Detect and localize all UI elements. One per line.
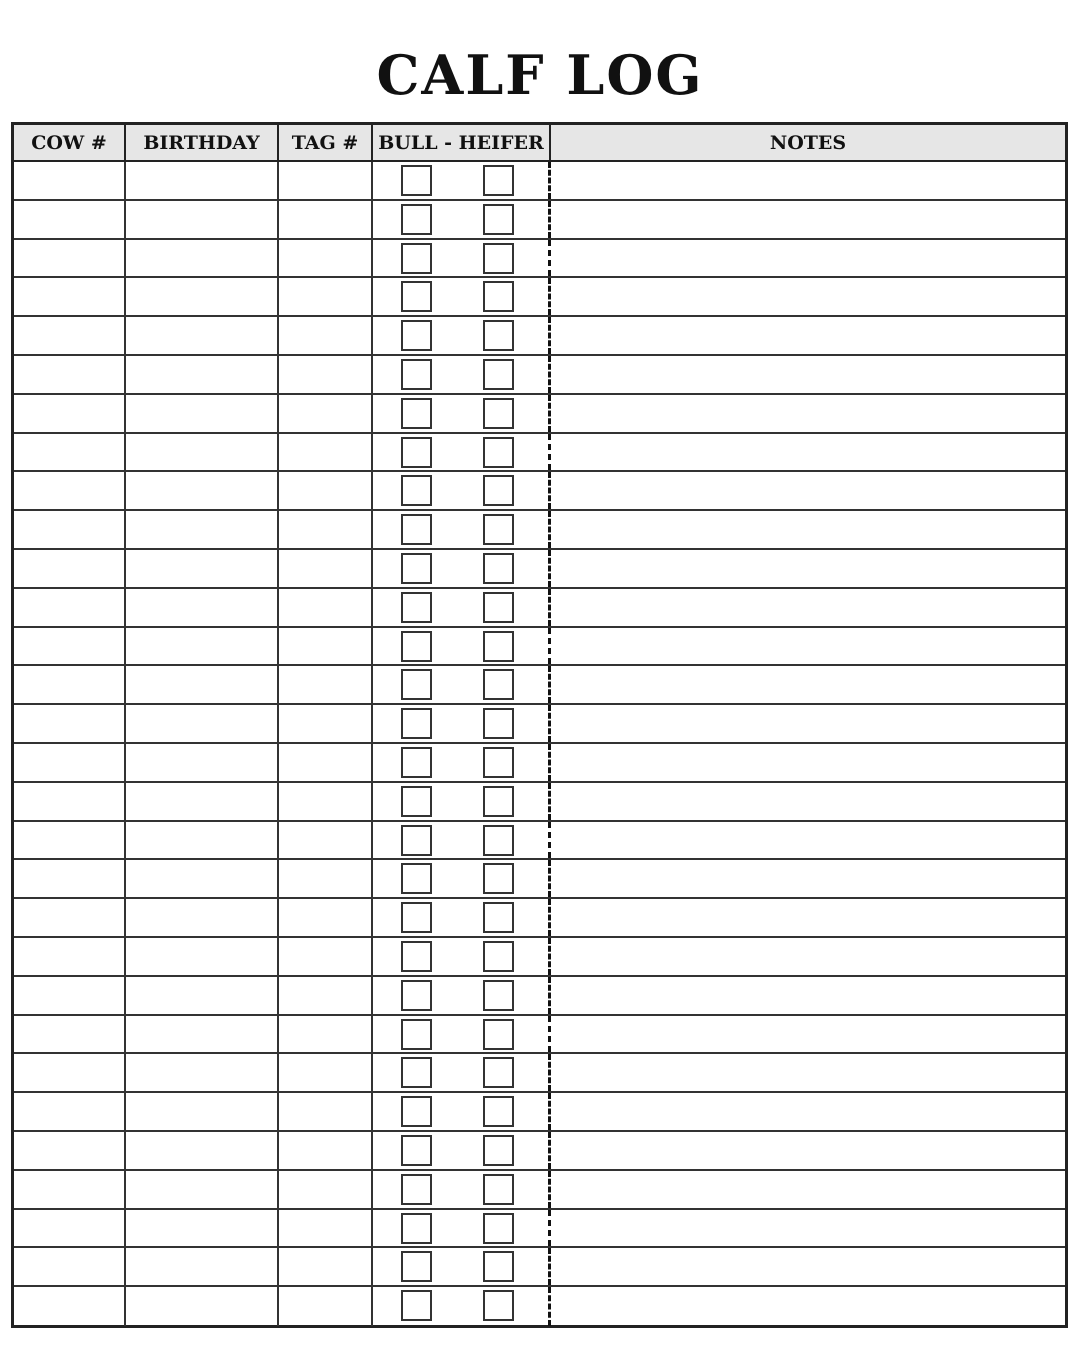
bull-checkbox[interactable] bbox=[401, 708, 432, 739]
bull-checkbox[interactable] bbox=[401, 437, 432, 468]
table-row bbox=[14, 550, 1065, 589]
cow-number-cell[interactable] bbox=[14, 1287, 126, 1326]
tag-number-cell[interactable] bbox=[279, 1210, 373, 1247]
tag-number-cell[interactable] bbox=[279, 783, 373, 820]
cow-number-cell[interactable] bbox=[14, 356, 126, 393]
notes-cell[interactable] bbox=[551, 705, 1065, 742]
table-row bbox=[14, 744, 1065, 783]
notes-cell[interactable] bbox=[551, 434, 1065, 471]
heifer-checkbox[interactable] bbox=[483, 708, 514, 739]
bull-heifer-cell[interactable] bbox=[373, 162, 551, 199]
cow-number-cell[interactable] bbox=[14, 705, 126, 742]
table-row bbox=[14, 1093, 1065, 1132]
bull-heifer-cell[interactable] bbox=[373, 1054, 551, 1091]
bull-checkbox[interactable] bbox=[401, 359, 432, 390]
bull-checkbox[interactable] bbox=[401, 1135, 432, 1166]
tag-number-cell[interactable] bbox=[279, 201, 373, 238]
birthday-cell[interactable] bbox=[126, 550, 279, 587]
bull-heifer-cell[interactable] bbox=[373, 1016, 551, 1053]
birthday-cell[interactable] bbox=[126, 899, 279, 936]
tag-number-cell[interactable] bbox=[279, 628, 373, 665]
heifer-checkbox[interactable] bbox=[483, 825, 514, 856]
bull-checkbox[interactable] bbox=[401, 863, 432, 894]
birthday-cell[interactable] bbox=[126, 783, 279, 820]
bull-heifer-cell[interactable] bbox=[373, 938, 551, 975]
heifer-checkbox[interactable] bbox=[483, 1213, 514, 1244]
heifer-checkbox[interactable] bbox=[483, 941, 514, 972]
notes-cell[interactable] bbox=[551, 511, 1065, 548]
page-title: CALF LOG bbox=[376, 43, 704, 107]
heifer-checkbox[interactable] bbox=[483, 281, 514, 312]
notes-cell[interactable] bbox=[551, 977, 1065, 1014]
heifer-checkbox[interactable] bbox=[483, 1019, 514, 1050]
table-header-row bbox=[14, 125, 1065, 162]
tag-number-cell[interactable] bbox=[279, 1054, 373, 1091]
birthday-cell[interactable] bbox=[126, 434, 279, 471]
table-row bbox=[14, 783, 1065, 822]
bull-heifer-cell[interactable] bbox=[373, 240, 551, 277]
heifer-checkbox[interactable] bbox=[483, 204, 514, 235]
table-row bbox=[14, 317, 1065, 356]
table-row bbox=[14, 1210, 1065, 1249]
bull-heifer-cell[interactable] bbox=[373, 744, 551, 781]
heifer-checkbox[interactable] bbox=[483, 1057, 514, 1088]
table-row bbox=[14, 1054, 1065, 1093]
bull-checkbox[interactable] bbox=[401, 669, 432, 700]
bull-checkbox[interactable] bbox=[401, 631, 432, 662]
notes-cell[interactable] bbox=[551, 899, 1065, 936]
table-row bbox=[14, 278, 1065, 317]
bull-heifer-cell[interactable] bbox=[373, 899, 551, 936]
bull-checkbox[interactable] bbox=[401, 514, 432, 545]
tag-number-cell[interactable] bbox=[279, 1093, 373, 1130]
tag-number-cell[interactable] bbox=[279, 589, 373, 626]
table-row bbox=[14, 822, 1065, 861]
cow-number-cell[interactable] bbox=[14, 938, 126, 975]
table-row bbox=[14, 511, 1065, 550]
bull-heifer-cell[interactable] bbox=[373, 1093, 551, 1130]
bull-heifer-cell[interactable] bbox=[373, 1132, 551, 1169]
bull-checkbox[interactable] bbox=[401, 1290, 432, 1321]
cow-number-cell[interactable] bbox=[14, 1132, 126, 1169]
cow-number-cell[interactable] bbox=[14, 1016, 126, 1053]
heifer-checkbox[interactable] bbox=[483, 1251, 514, 1282]
notes-cell[interactable] bbox=[551, 744, 1065, 781]
cow-number-cell[interactable] bbox=[14, 1210, 126, 1247]
bull-checkbox[interactable] bbox=[401, 1251, 432, 1282]
tag-number-cell[interactable] bbox=[279, 317, 373, 354]
tag-number-cell[interactable] bbox=[279, 356, 373, 393]
notes-cell[interactable] bbox=[551, 278, 1065, 315]
heifer-checkbox[interactable] bbox=[483, 243, 514, 274]
birthday-cell[interactable] bbox=[126, 1210, 279, 1247]
bull-checkbox[interactable] bbox=[401, 902, 432, 933]
heifer-checkbox[interactable] bbox=[483, 553, 514, 584]
tag-number-cell[interactable] bbox=[279, 1171, 373, 1208]
cow-number-cell[interactable] bbox=[14, 472, 126, 509]
bull-checkbox[interactable] bbox=[401, 398, 432, 429]
cow-number-cell[interactable] bbox=[14, 744, 126, 781]
notes-cell[interactable] bbox=[551, 628, 1065, 665]
bull-checkbox[interactable] bbox=[401, 980, 432, 1011]
notes-cell[interactable] bbox=[551, 938, 1065, 975]
birthday-cell[interactable] bbox=[126, 1093, 279, 1130]
cow-number-cell[interactable] bbox=[14, 977, 126, 1014]
table-row bbox=[14, 938, 1065, 977]
bull-checkbox[interactable] bbox=[401, 941, 432, 972]
birthday-cell[interactable] bbox=[126, 1171, 279, 1208]
notes-cell[interactable] bbox=[551, 1248, 1065, 1285]
table-row bbox=[14, 860, 1065, 899]
birthday-cell[interactable] bbox=[126, 356, 279, 393]
notes-cell[interactable] bbox=[551, 589, 1065, 626]
heifer-checkbox[interactable] bbox=[483, 980, 514, 1011]
bull-heifer-cell[interactable] bbox=[373, 317, 551, 354]
table-row bbox=[14, 899, 1065, 938]
birthday-cell[interactable] bbox=[126, 938, 279, 975]
notes-cell[interactable] bbox=[551, 356, 1065, 393]
tag-number-cell[interactable] bbox=[279, 1248, 373, 1285]
table-row bbox=[14, 434, 1065, 473]
bull-heifer-cell[interactable] bbox=[373, 822, 551, 859]
bull-checkbox[interactable] bbox=[401, 320, 432, 351]
column-header-birthday: BIRTHDAY bbox=[126, 125, 279, 160]
tag-number-cell[interactable] bbox=[279, 938, 373, 975]
birthday-cell[interactable] bbox=[126, 1016, 279, 1053]
tag-number-cell[interactable] bbox=[279, 860, 373, 897]
cow-number-cell[interactable] bbox=[14, 589, 126, 626]
table-row bbox=[14, 240, 1065, 279]
birthday-cell[interactable] bbox=[126, 628, 279, 665]
heifer-checkbox[interactable] bbox=[483, 592, 514, 623]
table-row bbox=[14, 705, 1065, 744]
bull-heifer-cell[interactable] bbox=[373, 201, 551, 238]
birthday-cell[interactable] bbox=[126, 278, 279, 315]
tag-number-cell[interactable] bbox=[279, 278, 373, 315]
bull-checkbox[interactable] bbox=[401, 1096, 432, 1127]
cow-number-cell[interactable] bbox=[14, 666, 126, 703]
bull-heifer-cell[interactable] bbox=[373, 589, 551, 626]
bull-checkbox[interactable] bbox=[401, 592, 432, 623]
notes-cell[interactable] bbox=[551, 666, 1065, 703]
bull-heifer-cell[interactable] bbox=[373, 783, 551, 820]
bull-checkbox[interactable] bbox=[401, 1213, 432, 1244]
tag-number-cell[interactable] bbox=[279, 472, 373, 509]
birthday-cell[interactable] bbox=[126, 1248, 279, 1285]
bull-heifer-cell[interactable] bbox=[373, 472, 551, 509]
bull-checkbox[interactable] bbox=[401, 553, 432, 584]
notes-cell[interactable] bbox=[551, 162, 1065, 199]
notes-cell[interactable] bbox=[551, 317, 1065, 354]
table-row bbox=[14, 1171, 1065, 1210]
bull-checkbox[interactable] bbox=[401, 475, 432, 506]
notes-cell[interactable] bbox=[551, 550, 1065, 587]
table-body bbox=[14, 162, 1065, 1326]
cow-number-cell[interactable] bbox=[14, 278, 126, 315]
bull-heifer-cell[interactable] bbox=[373, 666, 551, 703]
heifer-checkbox[interactable] bbox=[483, 1290, 514, 1321]
table-row bbox=[14, 628, 1065, 667]
heifer-checkbox[interactable] bbox=[483, 1096, 514, 1127]
bull-heifer-cell[interactable] bbox=[373, 1171, 551, 1208]
notes-cell[interactable] bbox=[551, 395, 1065, 432]
bull-checkbox[interactable] bbox=[401, 281, 432, 312]
birthday-cell[interactable] bbox=[126, 822, 279, 859]
tag-number-cell[interactable] bbox=[279, 1132, 373, 1169]
notes-cell[interactable] bbox=[551, 1093, 1065, 1130]
notes-cell[interactable] bbox=[551, 1287, 1065, 1326]
birthday-cell[interactable] bbox=[126, 511, 279, 548]
bull-checkbox[interactable] bbox=[401, 747, 432, 778]
birthday-cell[interactable] bbox=[126, 240, 279, 277]
cow-number-cell[interactable] bbox=[14, 1248, 126, 1285]
table-row bbox=[14, 472, 1065, 511]
birthday-cell[interactable] bbox=[126, 1287, 279, 1326]
cow-number-cell[interactable] bbox=[14, 317, 126, 354]
cow-number-cell[interactable] bbox=[14, 511, 126, 548]
birthday-cell[interactable] bbox=[126, 201, 279, 238]
heifer-checkbox[interactable] bbox=[483, 669, 514, 700]
bull-checkbox[interactable] bbox=[401, 1057, 432, 1088]
cow-number-cell[interactable] bbox=[14, 1093, 126, 1130]
tag-number-cell[interactable] bbox=[279, 822, 373, 859]
heifer-checkbox[interactable] bbox=[483, 514, 514, 545]
table-row bbox=[14, 1287, 1065, 1326]
bull-checkbox[interactable] bbox=[401, 1019, 432, 1050]
bull-checkbox[interactable] bbox=[401, 825, 432, 856]
bull-heifer-cell[interactable] bbox=[373, 860, 551, 897]
bull-heifer-cell[interactable] bbox=[373, 705, 551, 742]
cow-number-cell[interactable] bbox=[14, 783, 126, 820]
tag-number-cell[interactable] bbox=[279, 395, 373, 432]
tag-number-cell[interactable] bbox=[279, 1287, 373, 1326]
tag-number-cell[interactable] bbox=[279, 744, 373, 781]
cow-number-cell[interactable] bbox=[14, 1054, 126, 1091]
heifer-checkbox[interactable] bbox=[483, 398, 514, 429]
bull-heifer-cell[interactable] bbox=[373, 1287, 551, 1326]
table-row bbox=[14, 162, 1065, 201]
notes-cell[interactable] bbox=[551, 1210, 1065, 1247]
bull-heifer-cell[interactable] bbox=[373, 434, 551, 471]
table-row bbox=[14, 395, 1065, 434]
heifer-checkbox[interactable] bbox=[483, 437, 514, 468]
table-row bbox=[14, 1132, 1065, 1171]
bull-checkbox[interactable] bbox=[401, 786, 432, 817]
notes-cell[interactable] bbox=[551, 1132, 1065, 1169]
bull-checkbox[interactable] bbox=[401, 204, 432, 235]
table-row bbox=[14, 356, 1065, 395]
bull-checkbox[interactable] bbox=[401, 243, 432, 274]
birthday-cell[interactable] bbox=[126, 162, 279, 199]
bull-heifer-cell[interactable] bbox=[373, 278, 551, 315]
heifer-checkbox[interactable] bbox=[483, 475, 514, 506]
notes-cell[interactable] bbox=[551, 822, 1065, 859]
tag-number-cell[interactable] bbox=[279, 240, 373, 277]
bull-heifer-cell[interactable] bbox=[373, 550, 551, 587]
heifer-checkbox[interactable] bbox=[483, 786, 514, 817]
tag-number-cell[interactable] bbox=[279, 434, 373, 471]
bull-heifer-cell[interactable] bbox=[373, 977, 551, 1014]
tag-number-cell[interactable] bbox=[279, 705, 373, 742]
cow-number-cell[interactable] bbox=[14, 240, 126, 277]
notes-cell[interactable] bbox=[551, 201, 1065, 238]
notes-cell[interactable] bbox=[551, 1016, 1065, 1053]
tag-number-cell[interactable] bbox=[279, 162, 373, 199]
heifer-checkbox[interactable] bbox=[483, 747, 514, 778]
column-header-tag-number: TAG # bbox=[279, 125, 373, 160]
birthday-cell[interactable] bbox=[126, 1132, 279, 1169]
heifer-checkbox[interactable] bbox=[483, 1174, 514, 1205]
table-row bbox=[14, 977, 1065, 1016]
calf-log-table bbox=[11, 122, 1068, 1328]
cow-number-cell[interactable] bbox=[14, 395, 126, 432]
cow-number-cell[interactable] bbox=[14, 201, 126, 238]
cow-number-cell[interactable] bbox=[14, 822, 126, 859]
cow-number-cell[interactable] bbox=[14, 860, 126, 897]
heifer-checkbox[interactable] bbox=[483, 902, 514, 933]
bull-heifer-cell[interactable] bbox=[373, 1210, 551, 1247]
birthday-cell[interactable] bbox=[126, 395, 279, 432]
bull-heifer-cell[interactable] bbox=[373, 1248, 551, 1285]
heifer-checkbox[interactable] bbox=[483, 359, 514, 390]
bull-heifer-cell[interactable] bbox=[373, 628, 551, 665]
table-row bbox=[14, 1016, 1065, 1055]
heifer-checkbox[interactable] bbox=[483, 631, 514, 662]
heifer-checkbox[interactable] bbox=[483, 320, 514, 351]
cow-number-cell[interactable] bbox=[14, 550, 126, 587]
bull-heifer-cell[interactable] bbox=[373, 395, 551, 432]
bull-heifer-cell[interactable] bbox=[373, 356, 551, 393]
table-row bbox=[14, 1248, 1065, 1287]
birthday-cell[interactable] bbox=[126, 744, 279, 781]
bull-heifer-cell[interactable] bbox=[373, 511, 551, 548]
cow-number-cell[interactable] bbox=[14, 899, 126, 936]
birthday-cell[interactable] bbox=[126, 317, 279, 354]
notes-cell[interactable] bbox=[551, 1054, 1065, 1091]
birthday-cell[interactable] bbox=[126, 977, 279, 1014]
cow-number-cell[interactable] bbox=[14, 434, 126, 471]
notes-cell[interactable] bbox=[551, 240, 1065, 277]
cow-number-cell[interactable] bbox=[14, 162, 126, 199]
tag-number-cell[interactable] bbox=[279, 1016, 373, 1053]
tag-number-cell[interactable] bbox=[279, 977, 373, 1014]
birthday-cell[interactable] bbox=[126, 705, 279, 742]
column-header-cow-number: COW # bbox=[14, 125, 126, 160]
heifer-checkbox[interactable] bbox=[483, 1135, 514, 1166]
notes-cell[interactable] bbox=[551, 860, 1065, 897]
table-row bbox=[14, 201, 1065, 240]
birthday-cell[interactable] bbox=[126, 589, 279, 626]
birthday-cell[interactable] bbox=[126, 472, 279, 509]
heifer-checkbox[interactable] bbox=[483, 165, 514, 196]
heifer-checkbox[interactable] bbox=[483, 863, 514, 894]
bull-checkbox[interactable] bbox=[401, 165, 432, 196]
tag-number-cell[interactable] bbox=[279, 550, 373, 587]
table-row bbox=[14, 666, 1065, 705]
table-row bbox=[14, 589, 1065, 628]
tag-number-cell[interactable] bbox=[279, 666, 373, 703]
column-header-notes: NOTES bbox=[769, 132, 847, 154]
birthday-cell[interactable] bbox=[126, 860, 279, 897]
notes-cell[interactable] bbox=[551, 1171, 1065, 1208]
column-header-bull-heifer: BULL - HEIFER bbox=[373, 125, 551, 160]
cow-number-cell[interactable] bbox=[14, 628, 126, 665]
notes-cell[interactable] bbox=[551, 783, 1065, 820]
cow-number-cell[interactable] bbox=[14, 1171, 126, 1208]
bull-checkbox[interactable] bbox=[401, 1174, 432, 1205]
notes-cell[interactable] bbox=[551, 472, 1065, 509]
birthday-cell[interactable] bbox=[126, 1054, 279, 1091]
tag-number-cell[interactable] bbox=[279, 899, 373, 936]
tag-number-cell[interactable] bbox=[279, 511, 373, 548]
birthday-cell[interactable] bbox=[126, 666, 279, 703]
